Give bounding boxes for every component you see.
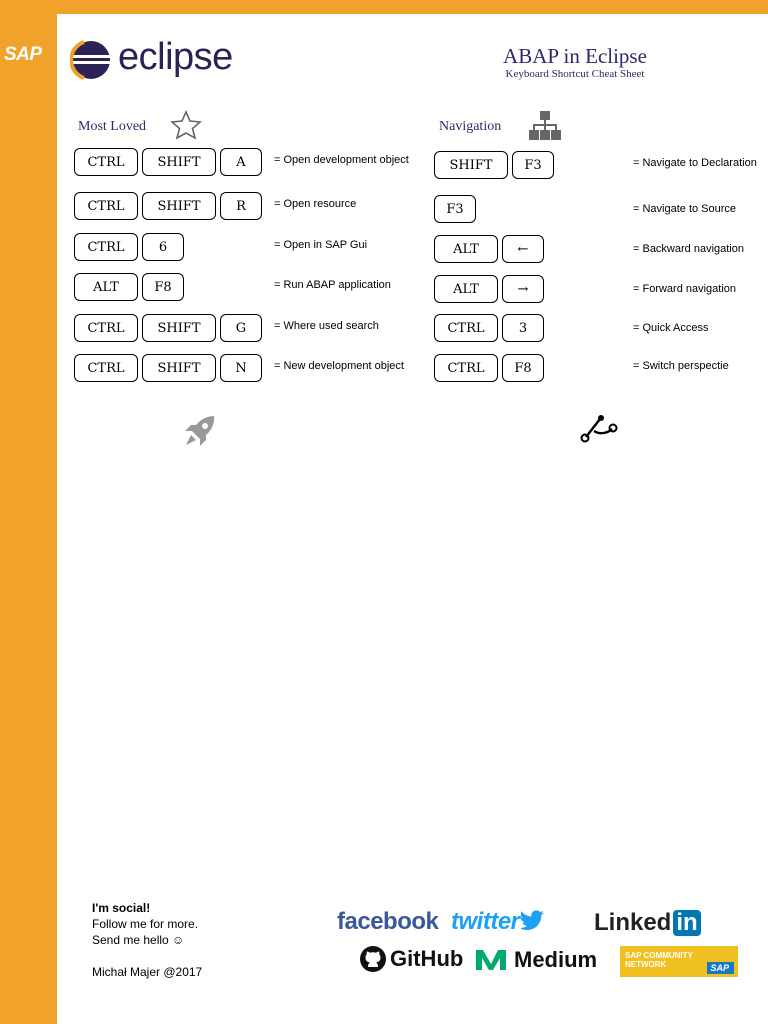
key-cap: CTRL (74, 233, 138, 261)
key-cap: ALT (74, 273, 138, 301)
sap-community-network-link[interactable] (620, 946, 738, 977)
key-cap: F8 (502, 354, 544, 382)
key-cap: CTRL (74, 148, 138, 176)
navigation-title: Navigation (439, 119, 502, 134)
medium-m-icon (476, 948, 506, 972)
sap-community-logo: SAP (707, 962, 734, 974)
shortcut-description: = Navigate to Source (633, 203, 737, 215)
sap-logo: SAP (4, 44, 42, 65)
github-octocat-icon (359, 945, 387, 973)
key-cap: ← (502, 235, 544, 263)
github-wordmark: GitHub (390, 946, 464, 971)
key-cap: F3 (434, 195, 476, 223)
key-cap: 3 (502, 314, 544, 342)
social-block (92, 900, 202, 980)
key-cap: SHIFT (142, 192, 216, 220)
key-cap: CTRL (434, 314, 498, 342)
key-cap: A (220, 148, 262, 176)
key-cap: F3 (512, 151, 554, 179)
key-cap: ALT (434, 275, 498, 303)
linkedin-link[interactable] (594, 909, 701, 937)
social-line-2: Send me hello ☺ (92, 933, 185, 947)
eclipse-wordmark: eclipse (118, 36, 233, 78)
shortcut-description: = Open in SAP Gui (274, 239, 368, 251)
shortcut-description: = New development object (274, 360, 404, 372)
page-title: ABAP in Eclipse (503, 44, 647, 68)
key-cap: N (220, 354, 262, 382)
key-cap: SHIFT (142, 148, 216, 176)
shortcut-description: = Run ABAP application (274, 279, 391, 291)
key-cap: G (220, 314, 262, 342)
linkedin-wordmark: Linked (594, 909, 672, 936)
key-cap: CTRL (434, 354, 498, 382)
key-cap: → (502, 275, 544, 303)
top-accent-bar (57, 0, 768, 14)
linkedin-in-badge: in (673, 910, 700, 936)
sap-community-text (625, 951, 693, 969)
rocket-icon (182, 413, 218, 449)
shortcut-description: = Quick Access (633, 322, 709, 334)
shortcut-description: = Open development object (274, 154, 409, 166)
key-cap: ALT (434, 235, 498, 263)
facebook-link[interactable]: facebook (337, 908, 439, 935)
shortcut-description: = Forward navigation (633, 283, 737, 295)
key-cap: CTRL (74, 354, 138, 382)
shortcut-description: = Switch perspectie (633, 360, 729, 372)
sap-community-line-1: SAP COMMUNITY (625, 951, 693, 960)
shortcut-description: = Navigate to Declaration (633, 157, 757, 169)
star-icon (170, 110, 202, 140)
key-cap: SHIFT (434, 151, 508, 179)
key-cap: 6 (142, 233, 184, 261)
key-cap: CTRL (74, 314, 138, 342)
sap-community-line-2: NETWORK (625, 960, 667, 969)
medium-wordmark: Medium (514, 947, 598, 972)
social-line-1: Follow me for more. (92, 917, 199, 931)
shortcut-description: = Backward navigation (633, 243, 744, 255)
sitemap-icon (528, 110, 562, 142)
key-cap: SHIFT (142, 314, 216, 342)
shortcut-description: = Where used search (274, 320, 379, 332)
key-cap: SHIFT (142, 354, 216, 382)
github-link[interactable] (359, 945, 463, 973)
key-cap: CTRL (74, 192, 138, 220)
social-heading: I'm social! (92, 901, 151, 915)
twitter-wordmark: twitter (451, 908, 520, 935)
key-cap: F8 (142, 273, 184, 301)
twitter-bird-icon (521, 910, 545, 930)
shortcut-description: = Open resource (274, 198, 357, 210)
left-accent-bar (0, 0, 57, 1024)
twitter-link[interactable] (451, 908, 545, 936)
medium-link[interactable] (476, 947, 597, 973)
author-credit: Michał Majer @2017 (92, 965, 203, 979)
eclipse-logo (70, 38, 250, 82)
page-subtitle: Keyboard Shortcut Cheat Sheet (505, 68, 645, 80)
most-loved-title: Most Loved (78, 119, 147, 134)
eclipse-sphere-icon (70, 38, 114, 82)
branch-icon (580, 413, 620, 443)
key-cap: R (220, 192, 262, 220)
